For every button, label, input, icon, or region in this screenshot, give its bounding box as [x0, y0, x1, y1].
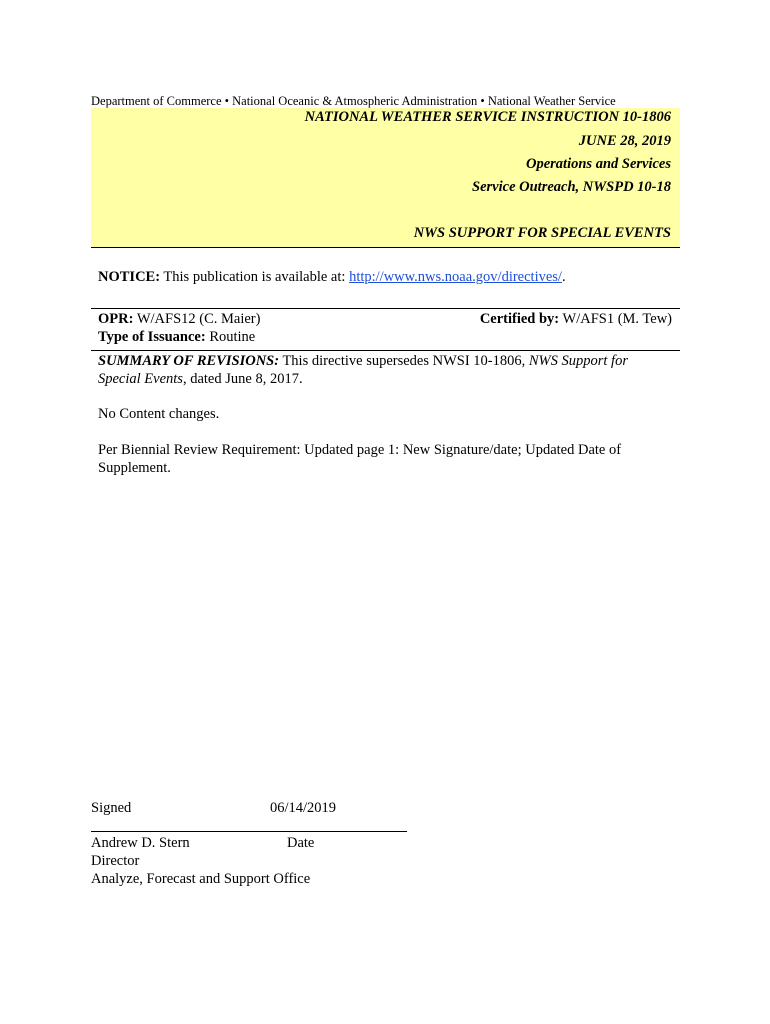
title-block	[91, 108, 680, 248]
divider-top	[91, 308, 680, 309]
signer-title: Director	[91, 853, 140, 869]
agency-header: Department of Commerce • National Oceanic & Atmospheric Administration • National Weather Service	[91, 94, 616, 108]
instruction-number: NATIONAL WEATHER SERVICE INSTRUCTION 10-1806	[304, 109, 671, 125]
issuance-value: Routine	[209, 329, 256, 345]
notice-line	[98, 269, 566, 286]
certified-value: W/AFS1 (M. Tew)	[562, 311, 672, 327]
certified-line	[480, 310, 672, 328]
instruction-date: JUNE 28, 2019	[578, 133, 671, 149]
notice-label: NOTICE:	[98, 269, 161, 285]
biennial-paragraph: Per Biennial Review Requirement: Updated page 1: New Signature/date; Updated Date of Supplement.	[98, 442, 622, 476]
opr-label: OPR:	[98, 311, 134, 327]
notice-period: .	[561, 269, 566, 285]
signature-line	[91, 831, 407, 832]
notice-text: This publication is available at:	[163, 269, 346, 285]
signer-office: Analyze, Forecast and Support Office	[91, 871, 311, 887]
instruction-subject: NWS SUPPORT FOR SPECIAL EVENTS	[413, 225, 671, 241]
instruction-program: Service Outreach, NWSPD 10-18	[472, 179, 671, 195]
instruction-category: Operations and Services	[526, 156, 671, 172]
signed-date: 06/14/2019	[270, 800, 337, 816]
no-content-paragraph: No Content changes.	[98, 406, 220, 422]
opr-value: W/AFS12 (C. Maier)	[136, 311, 261, 327]
signed-label: Signed	[91, 800, 132, 816]
date-label: Date	[287, 835, 315, 851]
issuance-line	[98, 328, 672, 346]
directives-link[interactable]: http://www.nws.noaa.gov/directives/	[349, 269, 562, 285]
signer-name: Andrew D. Stern	[91, 835, 190, 851]
certified-label: Certified by:	[479, 311, 560, 327]
summary-title: NWS Support for Special Events	[98, 353, 628, 387]
summary-label: SUMMARY OF REVISIONS:	[98, 353, 280, 369]
opr-block	[98, 310, 672, 346]
summary-date: , dated June 8, 2017.	[182, 371, 303, 387]
summary-text: This directive supersedes NWSI 10-1806,	[282, 353, 526, 369]
divider-middle	[91, 350, 680, 351]
summary-of-revisions	[98, 352, 672, 388]
issuance-label: Type of Issuance:	[98, 329, 206, 345]
